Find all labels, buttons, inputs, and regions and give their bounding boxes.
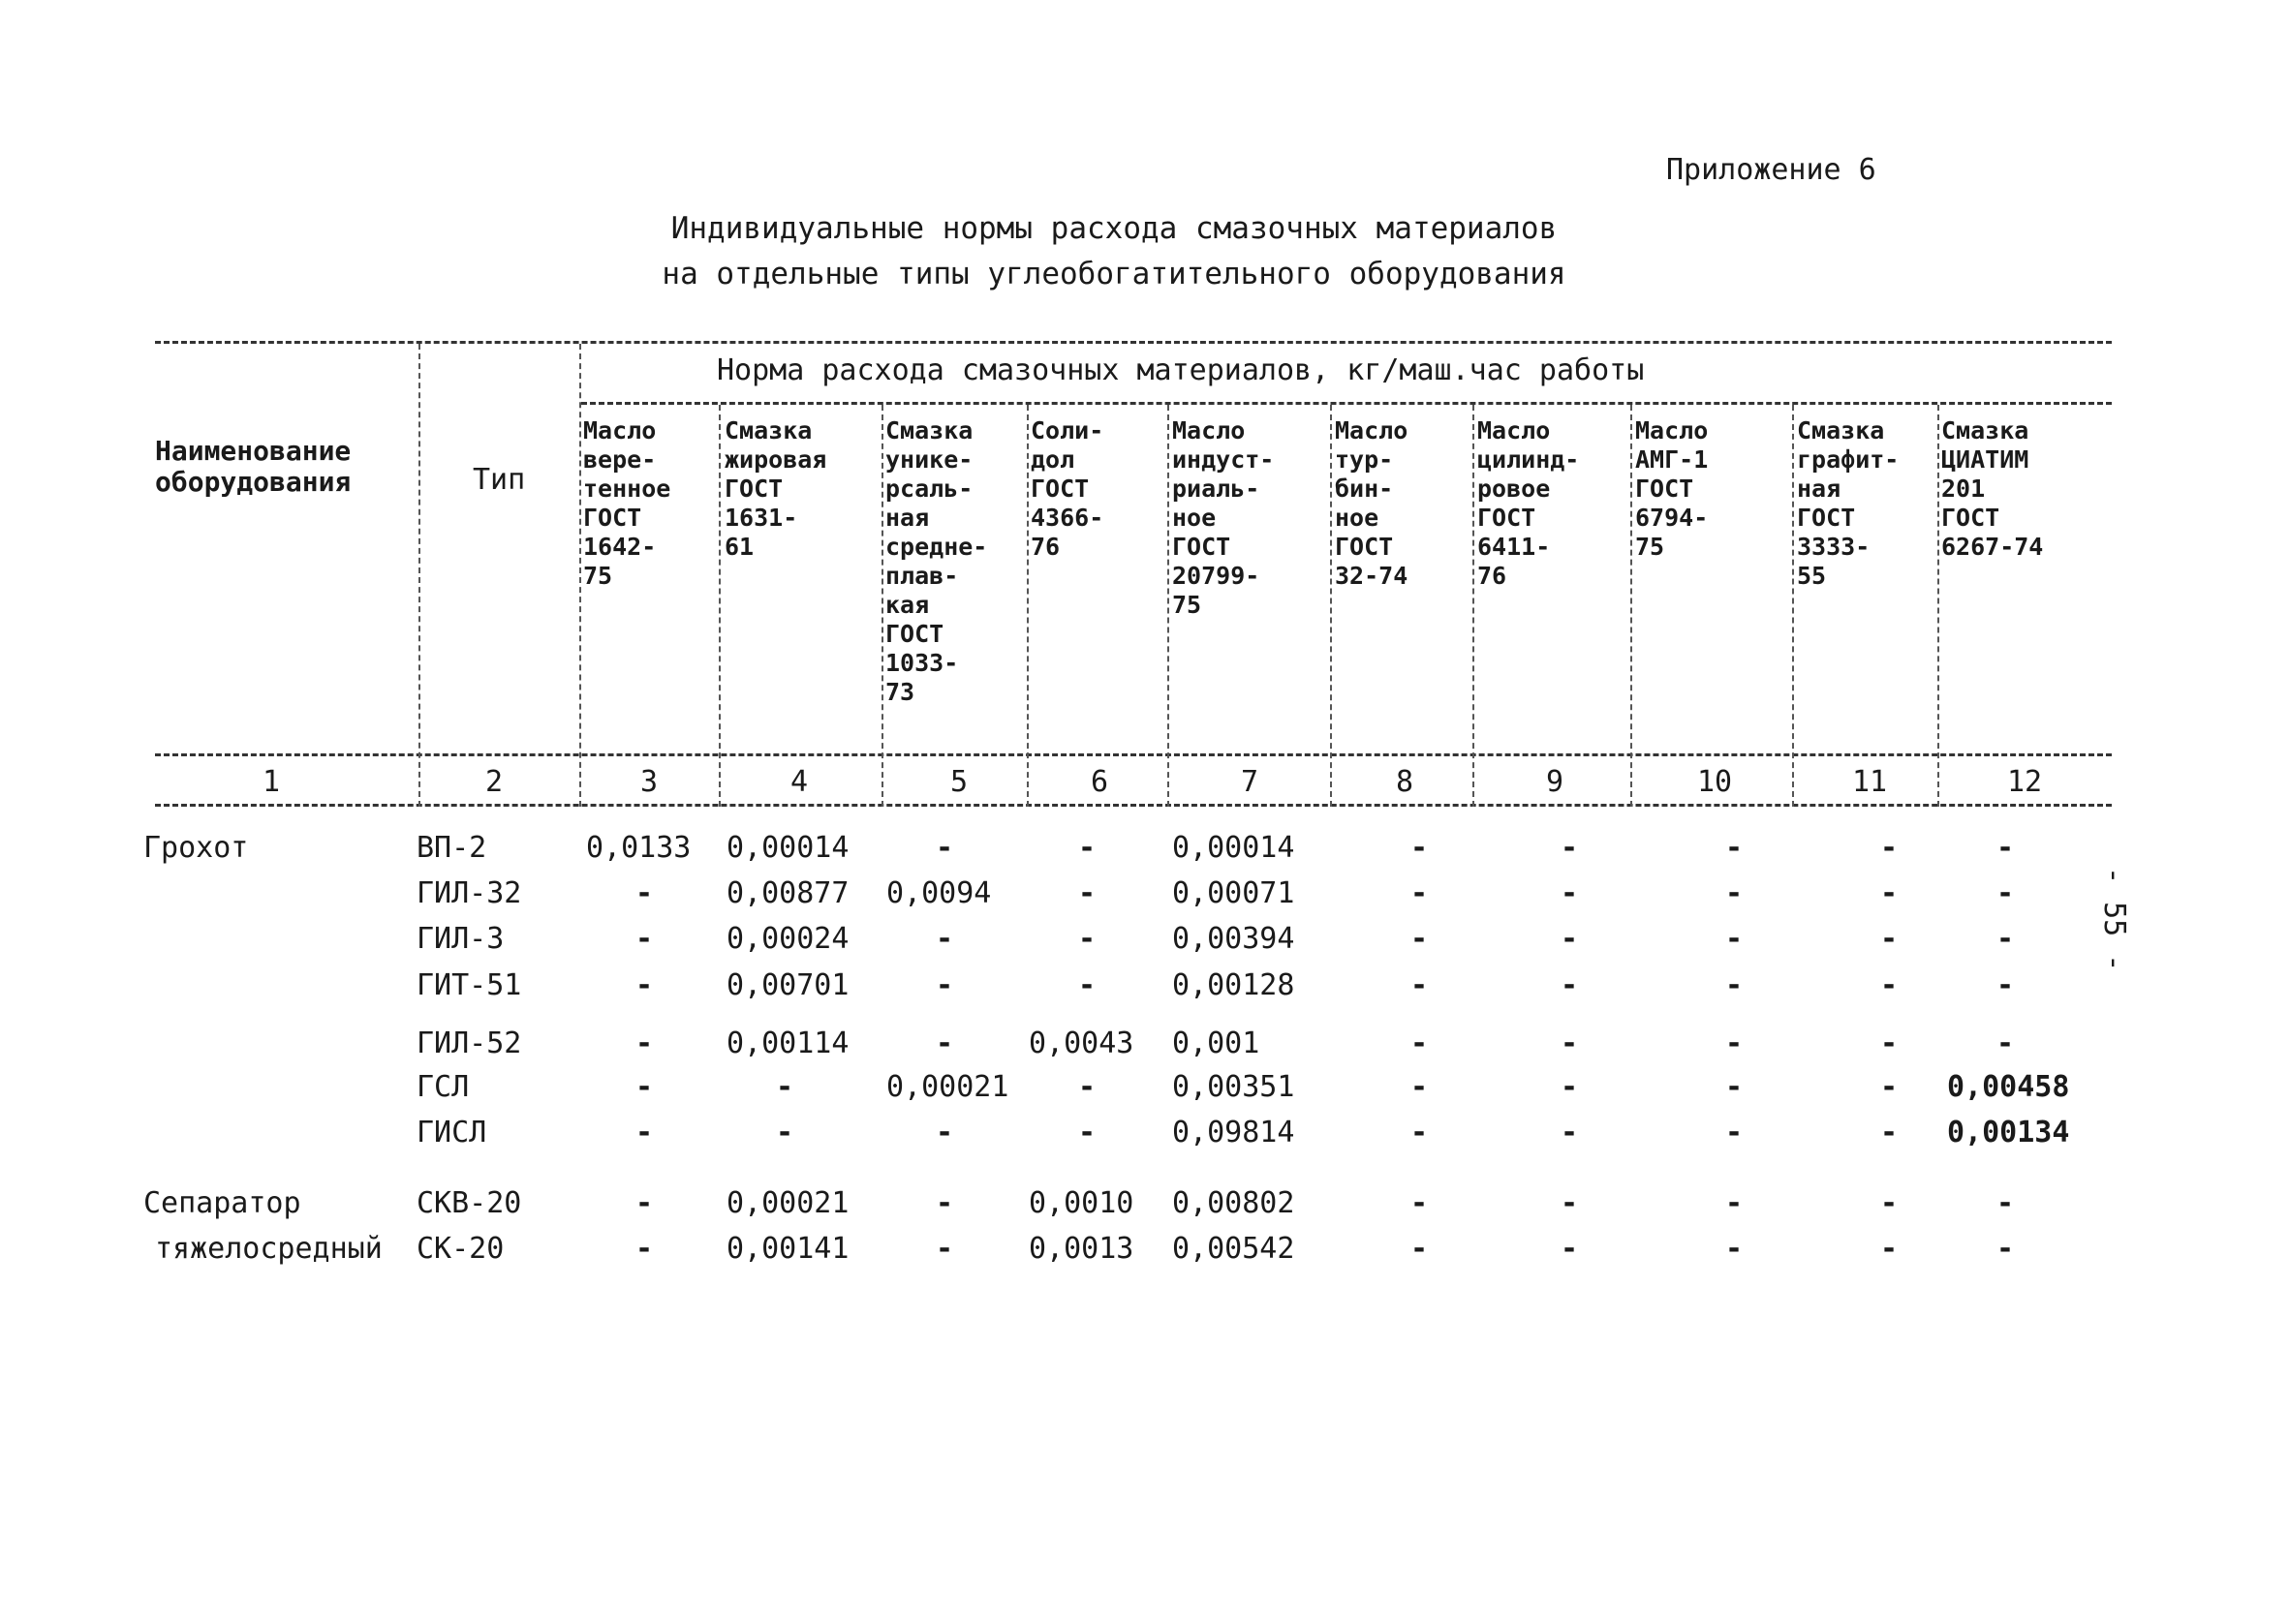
row-type: ГСЛ	[417, 1070, 470, 1104]
column-number-2: 2	[484, 765, 504, 799]
empty-cell-dash: -	[935, 1186, 954, 1220]
empty-cell-dash: -	[1724, 1232, 1744, 1266]
empty-cell-dash: -	[1409, 1116, 1429, 1149]
title-line-1: Индивидуальные нормы расхода смазочных материалов	[670, 211, 1558, 246]
empty-cell-dash: -	[1560, 831, 1579, 865]
table-cell-value: 0,00128	[1172, 968, 1295, 1002]
table-cell-value: 0,09814	[1172, 1116, 1295, 1149]
table-cell-value: 0,001	[1172, 1026, 1260, 1060]
header-material-5: Смазка унике- рсаль- ная средне- плав- кая ГОСТ 1033- 73	[885, 416, 988, 706]
vline-2	[579, 344, 581, 807]
empty-cell-dash: -	[1560, 968, 1579, 1002]
column-number-11: 11	[1851, 765, 1888, 799]
empty-cell-dash: -	[1560, 1070, 1579, 1104]
empty-cell-dash: -	[1724, 1070, 1744, 1104]
table-cell-value: 0,00114	[727, 1026, 850, 1060]
empty-cell-dash: -	[1879, 968, 1899, 1002]
table-cell-value: 0,00458	[1947, 1070, 2070, 1104]
empty-cell-dash: -	[1560, 1232, 1579, 1266]
header-material-7: Масло индуст- риаль- ное ГОСТ 20799- 75	[1172, 416, 1275, 619]
empty-cell-dash: -	[1409, 922, 1429, 956]
table-cell-value: 0,0094	[886, 876, 992, 910]
vline-7	[1330, 405, 1332, 807]
empty-cell-dash: -	[1879, 922, 1899, 956]
table-cell-value: 0,0043	[1029, 1026, 1134, 1060]
empty-cell-dash: -	[634, 1116, 654, 1149]
empty-cell-dash: -	[1995, 922, 2015, 956]
empty-cell-dash: -	[1724, 968, 1744, 1002]
header-material-12: Смазка ЦИАТИМ 201 ГОСТ 6267-74	[1941, 416, 2044, 561]
empty-cell-dash: -	[1560, 1186, 1579, 1220]
header-material-11: Смазка графит- ная ГОСТ 3333- 55	[1797, 416, 1900, 590]
empty-cell-dash: -	[1409, 1232, 1429, 1266]
empty-cell-dash: -	[1724, 1026, 1744, 1060]
numbers-bottom-rule	[155, 804, 2112, 807]
empty-cell-dash: -	[634, 922, 654, 956]
row-type: СКВ-20	[417, 1186, 522, 1220]
empty-cell-dash: -	[1995, 1186, 2015, 1220]
row-type: ГИЛ-52	[417, 1026, 522, 1060]
column-number-7: 7	[1240, 765, 1259, 799]
empty-cell-dash: -	[1879, 1070, 1899, 1104]
table-cell-value: 0,00024	[727, 922, 850, 956]
header-material-8: Масло тур- бин- ное ГОСТ 32-74	[1335, 416, 1408, 590]
row-type: СК-20	[417, 1232, 505, 1266]
empty-cell-dash: -	[1560, 1116, 1579, 1149]
empty-cell-dash: -	[1995, 831, 2015, 865]
vline-9	[1630, 405, 1632, 807]
row-type: ГИЛ-32	[417, 876, 522, 910]
column-number-5: 5	[949, 765, 969, 799]
empty-cell-dash: -	[935, 968, 954, 1002]
header-equipment: Наименование оборудования	[155, 435, 352, 498]
empty-cell-dash: -	[634, 968, 654, 1002]
table-cell-value: 0,0010	[1029, 1186, 1134, 1220]
column-number-1: 1	[262, 765, 281, 799]
empty-cell-dash: -	[1879, 831, 1899, 865]
empty-cell-dash: -	[1879, 1232, 1899, 1266]
empty-cell-dash: -	[935, 1026, 954, 1060]
empty-cell-dash: -	[935, 1116, 954, 1149]
column-number-6: 6	[1090, 765, 1109, 799]
table-cell-value: 0,00014	[1172, 831, 1295, 865]
table-cell-value: 0,00134	[1947, 1116, 2070, 1149]
header-material-9: Масло цилинд- ровое ГОСТ 6411- 76	[1477, 416, 1580, 590]
empty-cell-dash: -	[1879, 1116, 1899, 1149]
column-number-12: 12	[2006, 765, 2043, 799]
empty-cell-dash: -	[1077, 1116, 1097, 1149]
vline-11	[1937, 405, 1939, 807]
empty-cell-dash: -	[1409, 876, 1429, 910]
empty-cell-dash: -	[1077, 831, 1097, 865]
empty-cell-dash: -	[1995, 876, 2015, 910]
header-bottom-rule	[155, 753, 2112, 756]
empty-cell-dash: -	[1724, 876, 1744, 910]
table-cell-value: 0,00014	[727, 831, 850, 865]
table-cell-value: 0,0013	[1029, 1232, 1134, 1266]
row-equipment-name: тяжелосредный	[155, 1232, 383, 1266]
table-cell-value: 0,0133	[586, 831, 692, 865]
row-type: ВП-2	[417, 831, 487, 865]
vline-1	[418, 344, 420, 807]
empty-cell-dash: -	[1879, 876, 1899, 910]
empty-cell-dash: -	[634, 1232, 654, 1266]
column-number-4: 4	[789, 765, 809, 799]
header-material-10: Масло АМГ-1 ГОСТ 6794- 75	[1635, 416, 1709, 561]
empty-cell-dash: -	[1077, 1070, 1097, 1104]
table-cell-value: 0,00071	[1172, 876, 1295, 910]
empty-cell-dash: -	[634, 1186, 654, 1220]
empty-cell-dash: -	[1724, 1186, 1744, 1220]
row-equipment-name: Грохот	[143, 831, 249, 865]
column-number-10: 10	[1696, 765, 1733, 799]
empty-cell-dash: -	[634, 1070, 654, 1104]
empty-cell-dash: -	[1724, 922, 1744, 956]
empty-cell-dash: -	[1409, 1186, 1429, 1220]
column-number-9: 9	[1545, 765, 1564, 799]
empty-cell-dash: -	[1077, 968, 1097, 1002]
table-top-rule	[155, 341, 2112, 344]
empty-cell-dash: -	[775, 1116, 794, 1149]
table-cell-value: 0,00021	[727, 1186, 850, 1220]
empty-cell-dash: -	[775, 1070, 794, 1104]
empty-cell-dash: -	[935, 1232, 954, 1266]
empty-cell-dash: -	[1560, 876, 1579, 910]
table-cell-value: 0,00021	[886, 1070, 1009, 1104]
vline-5	[1027, 405, 1029, 807]
table-cell-value: 0,00351	[1172, 1070, 1295, 1104]
table-cell-value: 0,00542	[1172, 1232, 1295, 1266]
empty-cell-dash: -	[1724, 831, 1744, 865]
header-material-3: Масло вере- тенное ГОСТ 1642- 75	[583, 416, 671, 590]
table-cell-value: 0,00802	[1172, 1186, 1295, 1220]
column-number-8: 8	[1395, 765, 1414, 799]
appendix-label: Приложение 6	[1666, 153, 1876, 187]
header-material-4: Смазка жировая ГОСТ 1631- 61	[725, 416, 827, 561]
vline-4	[882, 405, 883, 807]
empty-cell-dash: -	[634, 1026, 654, 1060]
empty-cell-dash: -	[1077, 876, 1097, 910]
title-line-2: на отдельные типы углеобогатительного оборудования	[662, 257, 1566, 291]
norm-header-rule	[581, 402, 2112, 405]
row-type: ГИТ-51	[417, 968, 522, 1002]
empty-cell-dash: -	[1409, 968, 1429, 1002]
empty-cell-dash: -	[1560, 922, 1579, 956]
vline-6	[1167, 405, 1169, 807]
vline-8	[1472, 405, 1474, 807]
empty-cell-dash: -	[1879, 1186, 1899, 1220]
column-number-3: 3	[639, 765, 659, 799]
empty-cell-dash: -	[634, 876, 654, 910]
page-number: - 55 -	[2097, 867, 2131, 972]
header-type: Тип	[473, 463, 526, 497]
empty-cell-dash: -	[1724, 1116, 1744, 1149]
table-cell-value: 0,00141	[727, 1232, 850, 1266]
empty-cell-dash: -	[1077, 922, 1097, 956]
empty-cell-dash: -	[1560, 1026, 1579, 1060]
empty-cell-dash: -	[1995, 968, 2015, 1002]
header-norm: Норма расхода смазочных материалов, кг/маш.час работы	[717, 353, 1645, 387]
empty-cell-dash: -	[1995, 1232, 2015, 1266]
empty-cell-dash: -	[935, 922, 954, 956]
row-equipment-name: Сепаратор	[143, 1186, 301, 1220]
empty-cell-dash: -	[1879, 1026, 1899, 1060]
header-material-6: Соли- дол ГОСТ 4366- 76	[1031, 416, 1104, 561]
row-type: ГИСЛ	[417, 1116, 487, 1149]
empty-cell-dash: -	[1409, 1070, 1429, 1104]
table-cell-value: 0,00701	[727, 968, 850, 1002]
table-cell-value: 0,00877	[727, 876, 850, 910]
empty-cell-dash: -	[1995, 1026, 2015, 1060]
vline-3	[719, 405, 721, 807]
empty-cell-dash: -	[1409, 1026, 1429, 1060]
empty-cell-dash: -	[1409, 831, 1429, 865]
table-cell-value: 0,00394	[1172, 922, 1295, 956]
row-type: ГИЛ-3	[417, 922, 505, 956]
empty-cell-dash: -	[935, 831, 954, 865]
vline-10	[1792, 405, 1794, 807]
